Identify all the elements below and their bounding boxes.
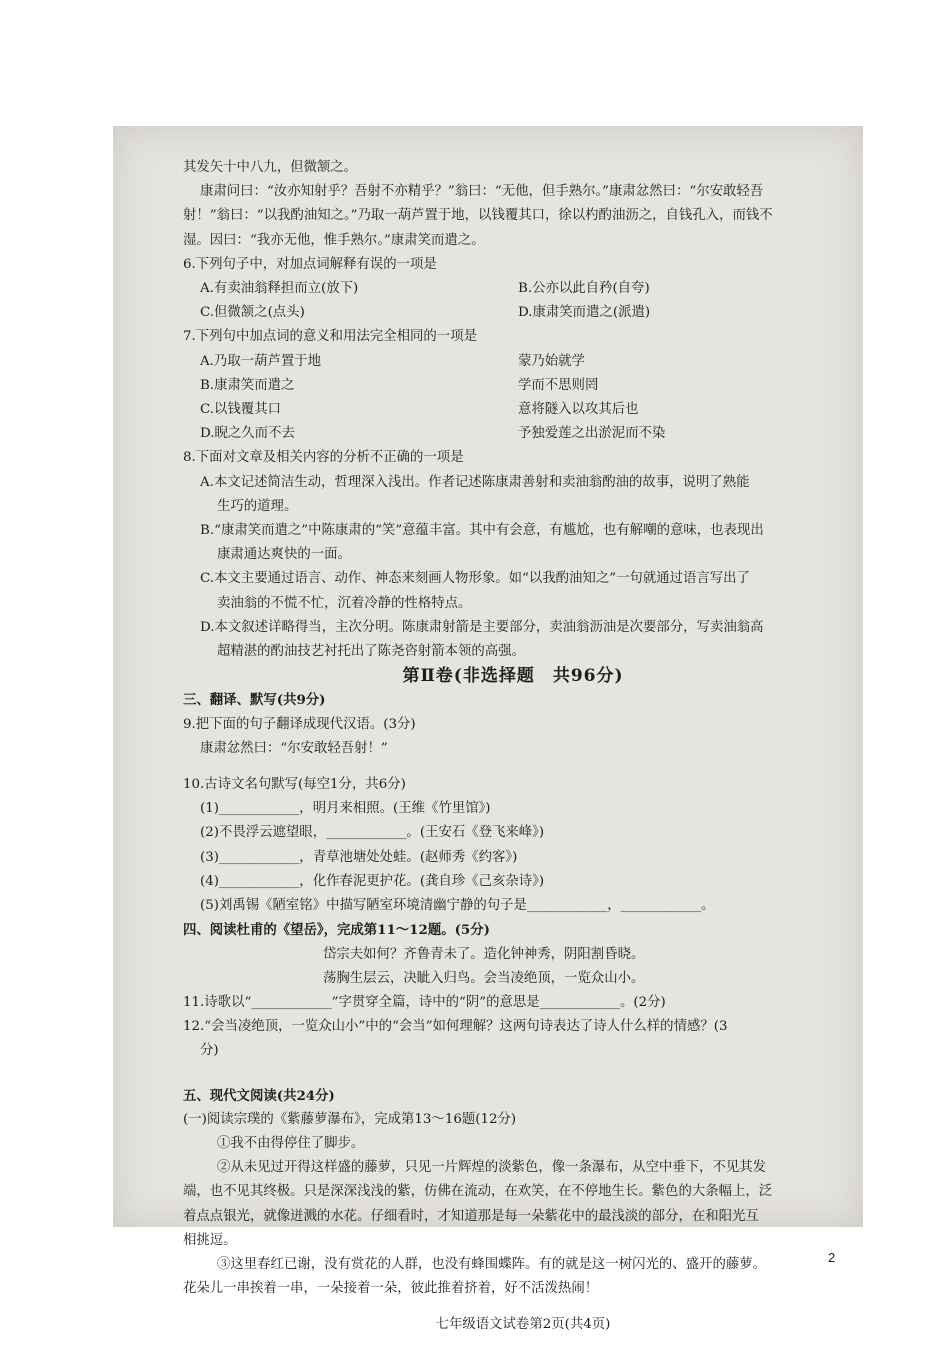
option-c: C.但微颔之(点头) (200, 305, 305, 321)
option-c-left: C.以钱覆其口 (200, 402, 281, 418)
page-number: 2 (828, 1250, 836, 1265)
paragraph-3: ③这里春红已谢，没有赏花的人群，也没有蜂围蝶阵。有的就是这一树闪光的、盛开的藤萝。 (217, 1256, 767, 1272)
option-c: C.本文主要通过语言、动作、神态来刻画人物形象。如“以我酌油知之”一句就通过语言写出了 (200, 571, 750, 587)
paragraph-3-cont: 花朵儿一串挨着一串，一朵接着一朵，彼此推着挤着，好不活泼热闹！ (183, 1281, 599, 1297)
question-7-stem: 7.下列句中加点词的意义和用法完全相同的一项是 (183, 329, 477, 345)
question-9: 9.把下面的句子翻译成现代汉语。(3分) (183, 716, 416, 732)
option-a: A.本文记述简洁生动，哲理深入浅出。作者记述陈康肃善射和卖油翁酌油的故事，说明了熟能 (200, 474, 750, 490)
question-9-text: 康肃忿然曰：“尔安敢轻吾射！” (200, 740, 388, 756)
poem-line: 荡胸生层云，决眦入归鸟。会当凌绝顶，一览众山小。 (323, 970, 645, 986)
section-3-title: 三、翻译、默写(共9分) (183, 692, 326, 709)
paragraph-1: ①我不由得停住了脚步。 (217, 1135, 365, 1151)
option-b-right: 学而不思则罔 (518, 377, 599, 393)
option-a-right: 蒙乃始就学 (518, 353, 585, 369)
subsection-1-title: (一)阅读宗璞的《紫藤萝瀑布》，完成第13～16题(12分) (183, 1111, 517, 1127)
paragraph-2-cont: 着点点银光，就像迸溅的水花。仔细看时，才知道那是每一朵紫花中的最浅淡的部分，在和阳光互 (183, 1208, 759, 1224)
paragraph-2: ②从未见过开得这样盛的藤萝，只见一片辉煌的淡紫色，像一条瀑布，从空中垂下，不见其发 (217, 1160, 767, 1176)
option-d: D.康肃笑而遣之(派遣) (518, 305, 651, 321)
section-4-title: 四、阅读杜甫的《望岳》，完成第11～12题。(5分) (183, 922, 490, 939)
question-12: 12.“会当凌绝顶，一览众山小”中的“会当”如何理解？这两句诗表达了诗人什么样的情感？(3 (183, 1019, 728, 1035)
question-7-row (183, 350, 843, 374)
text-line: 射！”翁曰：“以我酌油知之。”乃取一葫芦置于地，以钱覆其口，徐以杓酌油沥之，自钱孔入，而钱不 (183, 208, 773, 224)
question-10: 10.古诗文名句默写(每空1分，共6分) (183, 777, 406, 793)
text-line: 湿。因曰：“我亦无他，惟手熟尔。”康肃笑而遣之。 (183, 232, 485, 248)
question-7-row (183, 398, 843, 422)
text-line: 其发矢十中八九，但微颔之。 (183, 160, 358, 175)
scanned-exam-page (113, 126, 863, 1333)
paragraph-2-cont: 端，也不见其终极。只是深深浅浅的紫，仿佛在流动，在欢笑，在不停地生长。紫色的大条幅上，泛 (183, 1184, 773, 1200)
spacer (183, 1301, 843, 1313)
question-10-3: (3)____________，青草池塘处处蛙。(赵师秀《约客》) (200, 849, 518, 865)
option-b: B.公亦以此自矜(自夸) (518, 281, 650, 297)
question-10-2: (2)不畏浮云遮望眼，____________。(王安石《登飞来峰》) (200, 825, 545, 841)
part-2-title: 第Ⅱ卷(非选择题 共96分) (402, 666, 624, 687)
section-5-title: 五、现代文阅读(共24分) (183, 1087, 335, 1104)
option-c-right: 意将隧入以攻其后也 (518, 402, 639, 418)
question-7-row (183, 422, 843, 446)
option-b-left: B.康肃笑而遣之 (200, 377, 295, 393)
question-8-stem: 8.下面对文章及相关内容的分析不正确的一项是 (183, 450, 464, 466)
question-6-row (183, 301, 843, 325)
option-d-left: D.睨之久而不去 (200, 426, 295, 442)
answer-space (183, 1064, 843, 1084)
question-6-stem: 6.下列句子中，对加点词解释有误的一项是 (183, 256, 437, 272)
poem-line: 岱宗夫如何？齐鲁青未了。造化钟神秀，阴阳割昏晓。 (323, 946, 645, 962)
question-10-5: (5)刘禹锡《陋室铭》中描写陋室环境清幽宁静的句子是____________，____________。 (200, 898, 715, 914)
option-d: D.本文叙述详略得当，主次分明。陈康肃射箭是主要部分，卖油翁沥油是次要部分，写卖油翁高 (200, 619, 764, 635)
question-10-4: (4)____________，化作春泥更护花。(龚自珍《己亥杂诗》) (200, 873, 545, 889)
option-a-cont: 生巧的道理。 (217, 498, 298, 514)
text-line: 康肃问曰：“汝亦知射乎？吾射不亦精乎？”翁曰：“无他，但手熟尔。”康肃忿然曰：“尔安敢轻吾 (200, 184, 764, 200)
question-6-row (183, 277, 843, 301)
option-a: A.有卖油翁释担而立(放下) (200, 281, 359, 297)
option-d-cont: 超精湛的酌油技艺衬托出了陈尧咨射箭本领的高强。 (217, 644, 525, 660)
option-a-left: A.乃取一葫芦置于地 (200, 353, 322, 369)
option-b: B.“康肃笑而遣之”中陈康肃的“笑”意蕴丰富。其中有会意，有尴尬，也有解嘲的意味，也表现出 (200, 523, 764, 539)
option-b-cont: 康肃通达爽快的一面。 (217, 547, 351, 563)
paragraph-2-cont: 相挑逗。 (183, 1232, 237, 1248)
option-c-cont: 卖油翁的不慌不忙，沉着冷静的性格特点。 (217, 595, 472, 611)
question-7-row (183, 374, 843, 398)
question-10-1: (1)____________，明月来相照。(王维《竹里馆》) (200, 801, 491, 817)
option-d-right: 予独爱莲之出淤泥而不染 (518, 426, 666, 442)
page-footer: 七年级语文试卷第2页(共4页) (435, 1317, 611, 1333)
page-content (183, 156, 843, 1338)
question-12-cont: 分) (200, 1043, 219, 1059)
answer-space (183, 761, 843, 773)
question-11: 11.诗歌以“____________”字贯穿全篇，诗中的“阴”的意思是____________。(2分) (183, 994, 666, 1010)
